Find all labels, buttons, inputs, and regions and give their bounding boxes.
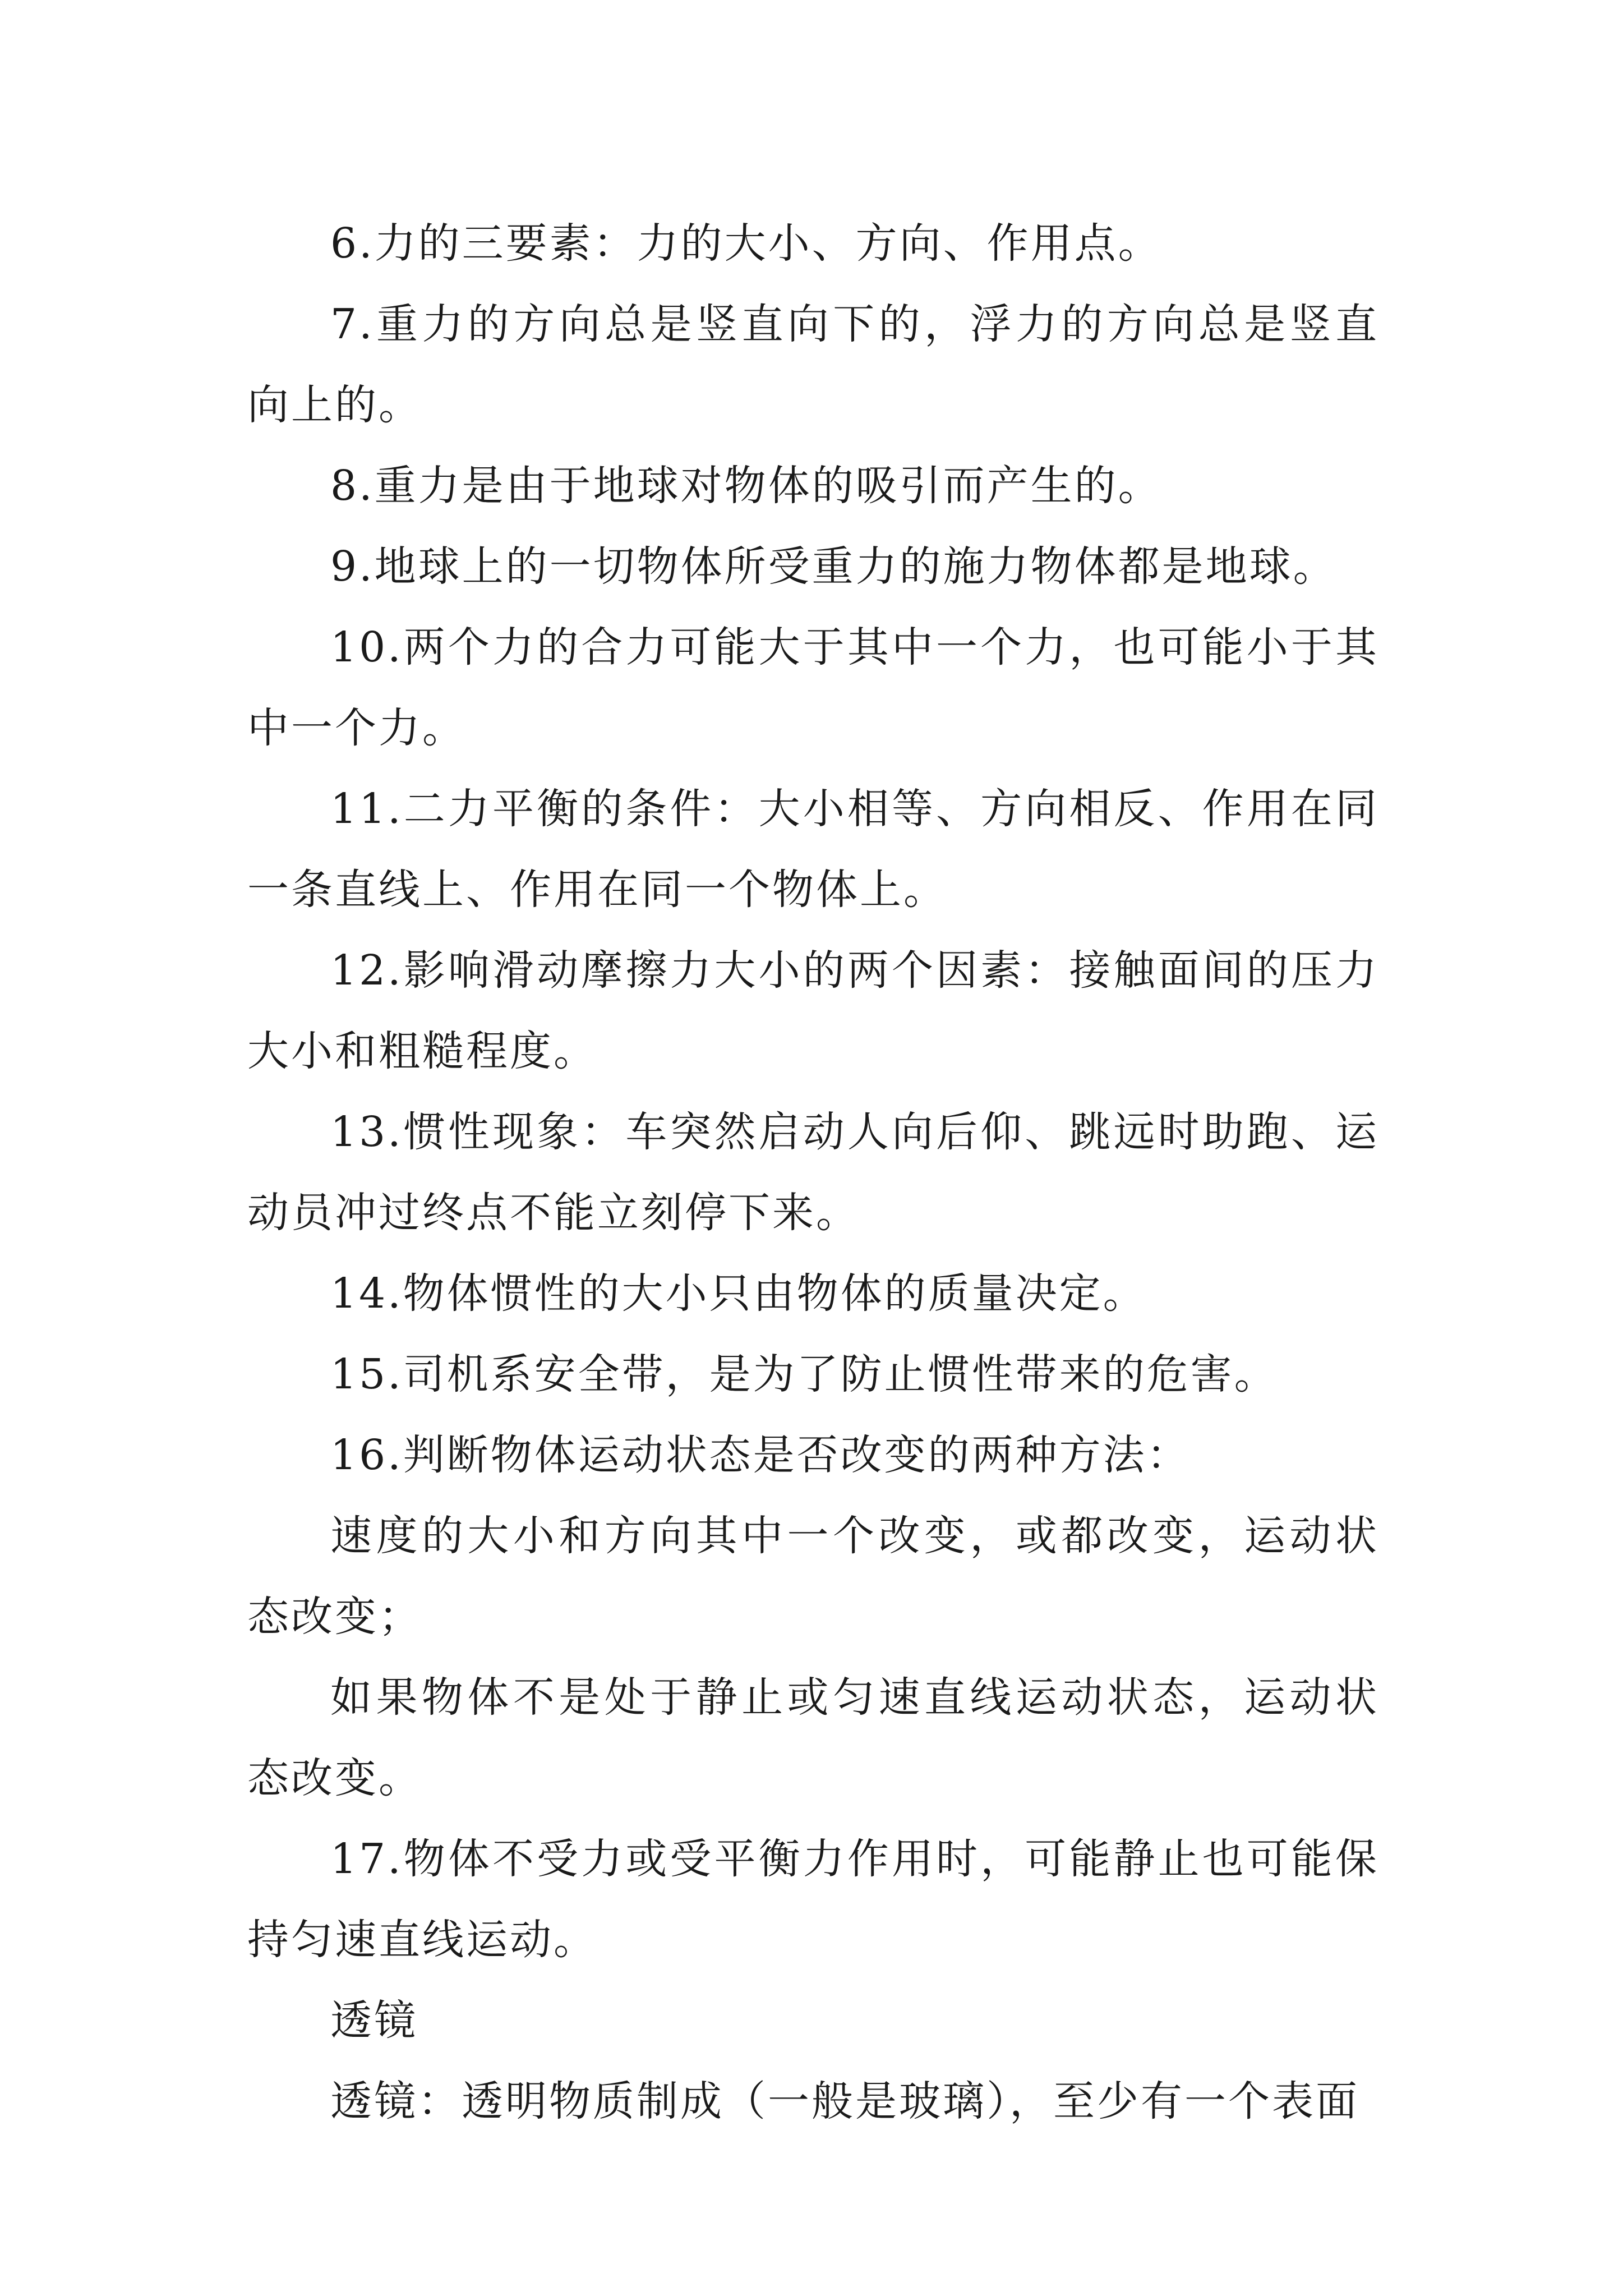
paragraph-item-11: 11.二力平衡的条件：大小相等、方向相反、作用在同一条直线上、作用在同一个物体上。: [247, 785, 1379, 914]
paragraph-method-1: 速度的大小和方向其中一个改变，或都改变，运动状态改变；: [247, 1512, 1379, 1641]
paragraph-method-2: 如果物体不是处于静止或匀速直线运动状态，运动状态改变。: [247, 1673, 1379, 1802]
paragraph-item-6: 6.力的三要素：力的大小、方向、作用点。: [330, 219, 1162, 268]
paragraph-lens-definition: 透镜：透明物质制成（一般是玻璃），至少有一个表面: [330, 2077, 1359, 2125]
paragraph-item-14: 14.物体惯性的大小只由物体的质量决定。: [330, 1269, 1147, 1318]
paragraph-item-10: 10.两个力的合力可能大于其中一个力，也可能小于其中一个力。: [247, 623, 1379, 752]
paragraph-item-13: 13.惯性现象：车突然启动人向后仰、跳远时助跑、运动员冲过终点不能立刻停下来。: [247, 1108, 1379, 1237]
paragraph-item-8: 8.重力是由于地球对物体的吸引而产生的。: [330, 462, 1162, 510]
paragraph-item-7: 7.重力的方向总是竖直向下的，浮力的方向总是竖直向上的。: [247, 300, 1379, 429]
paragraph-item-17: 17.物体不受力或受平衡力作用时，可能静止也可能保持匀速直线运动。: [247, 1835, 1379, 1964]
section-heading-lens: 透镜: [330, 1996, 418, 2045]
paragraph-item-15: 15.司机系安全带，是为了防止惯性带来的危害。: [330, 1350, 1278, 1398]
paragraph-item-16: 16.判断物体运动状态是否改变的两种方法：: [330, 1431, 1191, 1479]
document-body: [247, 203, 1379, 2142]
paragraph-item-12: 12.影响滑动摩擦力大小的两个因素：接触面间的压力大小和粗糙程度。: [247, 946, 1379, 1075]
paragraph-item-9: 9.地球上的一切物体所受重力的施力物体都是地球。: [330, 542, 1337, 591]
